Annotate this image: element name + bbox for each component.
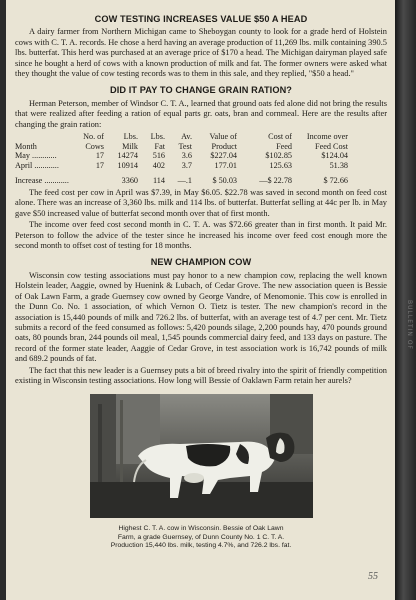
table-header-cell: Lbs. xyxy=(123,132,138,142)
table-cell: $ 50.03 xyxy=(212,176,237,186)
table-cell: —.1 xyxy=(177,176,192,186)
table-header-cell: Milk xyxy=(122,141,138,151)
table-cell: 125.63 xyxy=(269,160,292,170)
table-cell: 17 xyxy=(95,151,104,161)
champion-paragraph-1: Wisconsin cow testing associations must pay honor to a new champion cow, replacing the well known Holstein leader, Aaggie, owned by Huenink & Lubach, of Cedar Grove. The new association queen is Bessie of Oak Lawn Farm, a grade Guernsey cow owned by George Vandre, of Menomonie. This cow is enrolled in the Dunn Co. No. 1 association, of which Vernon O. Tietz is tester. The new champion's record in the association is 15,440 pounds of milk and 726.2 lbs. of butterfat, with an average test of 4.7 per cent. Mr. Tietz submits a record of the feed consumed as follows: 5,420 pounds silage, 2,200 pounds hay, 470 pounds ground oats, 80 pounds bran, 244 pounds oil meal, 1,545 pounds commercial dairy feed, and 133 days on pasture. The record of the former state leader, Aaggie of Cedar Grove, in test association work is 16,742 pounds of milk and 689.2 pounds of fat. xyxy=(15,270,387,364)
cow-photo-illustration xyxy=(90,394,313,518)
table-header-cell: Test xyxy=(178,141,192,151)
table-header-cell: Value of xyxy=(209,132,237,142)
cow-testing-paragraph: A dairy farmer from Northern Michigan came to Sheboygan county to look for a grade herd of Holstein cows with C. T. A. records. He chose a herd having an average production of 11,269 lbs. milk containing 390.5 lbs. butterfat. This herd was purchased at an average price of $170 a head. The Michigan dairyman played safe since he bought a herd of cows with a known production of milk and fat. The former owners were asked what they thought the value of cow testing records was to them in this sale, and they replied, "$50 a head." xyxy=(15,27,387,79)
table-header-cell: Fat xyxy=(154,141,165,151)
document-page xyxy=(6,0,395,600)
table-header-cell: Av. xyxy=(181,132,192,142)
table-cell: 51.38 xyxy=(329,160,348,170)
grain-ration-paragraph-1: The feed cost per cow in April was $7.39, in May $6.05. $22.78 was saved in second month on feed cost alone. There was an increase of 3,360 lbs. milk and 114 lbs. of butterfat. Butterfat selling at 44c per lb. in May gave $50 increased value of butterfat second month over that of first month. xyxy=(15,188,387,218)
table-cell xyxy=(77,176,104,186)
table-cell: 177.01 xyxy=(214,160,237,170)
table-cell: $ 72.66 xyxy=(323,176,348,186)
cow-photograph xyxy=(90,394,313,518)
section-title-cow-testing: COW TESTING INCREASES VALUE $50 A HEAD xyxy=(94,14,308,24)
table-cell: 402 xyxy=(152,160,165,170)
table-header-cell: Cost of xyxy=(268,132,292,142)
table-cell: $227.04 xyxy=(210,151,237,161)
table-cell: 17 xyxy=(95,160,104,170)
grain-ration-paragraph-2: The income over feed cost second month in C. T. A. was $72.66 greater than in first month. It paid Mr. Peterson to follow the advice of the tester since he increased his income over feed cost enough more the second month to offset cost of testing for 18 months. xyxy=(15,220,387,251)
table-cell: Increase ............ xyxy=(15,176,69,186)
caption-line: Farm, a grade Guernsey, of Dunn County No. 1 C. T. A. xyxy=(117,533,285,541)
table-header-cell xyxy=(15,132,77,142)
table-header-row-top xyxy=(15,132,348,142)
table-cell: $102.85 xyxy=(265,151,292,161)
champion-paragraph-2: The fact that this new leader is a Guernsey puts a bit of breed rivalry into the spirit of friendly competition existing in Wisconsin testing associations. How long will Bessie of Oaklawn Farm retain her aurels? xyxy=(15,365,387,385)
page-content xyxy=(15,10,387,551)
table-cell: April ............ xyxy=(15,160,59,170)
table-header-row-bottom xyxy=(15,142,348,152)
table-header-cell: Product xyxy=(211,141,237,151)
photo-caption xyxy=(15,525,387,550)
table-header-cell: Month xyxy=(15,141,37,151)
table-cell: 516 xyxy=(152,151,165,161)
table-row-april xyxy=(15,161,348,171)
table-cell: 14274 xyxy=(117,151,138,161)
table-cell: 3360 xyxy=(121,176,138,186)
table-header-cell: Cows xyxy=(85,141,104,151)
table-header-cell: Feed Cost xyxy=(315,141,348,151)
table-cell: 10914 xyxy=(117,160,138,170)
caption-line: Highest C. T. A. cow in Wisconsin. Bessie of Oak Lawn xyxy=(118,525,284,533)
table-header-cell: Lbs. xyxy=(150,132,165,142)
table-cell: $124.04 xyxy=(321,151,348,161)
table-cell: 3.6 xyxy=(181,151,192,161)
caption-line: Production 15,440 lbs. milk, testing 4.7%, and 726.2 lbs. fat. xyxy=(110,542,292,550)
table-cell: May ............ xyxy=(15,151,57,161)
table-cell: —$ 22.78 xyxy=(259,176,292,186)
table-header-cell: No. of xyxy=(83,132,104,142)
section-title-new-champion: NEW CHAMPION COW xyxy=(150,257,252,268)
table-row-may xyxy=(15,151,348,161)
table-cell: 114 xyxy=(153,176,165,186)
table-row-increase xyxy=(15,176,348,186)
grain-ration-intro: Herman Peterson, member of Windsor C. T. A., learned that ground oats fed alone did not bring the results that were realized after feeding a ration of equal parts gr. oats, bran and cornmeal. Here are the results after changing the grain ration: xyxy=(15,98,387,129)
table-header-cell: Feed xyxy=(276,141,292,151)
page-number: 55 xyxy=(368,571,378,582)
section-title-grain-ration: DID IT PAY TO CHANGE GRAIN RATION? xyxy=(109,85,293,96)
binding-label: BULLETIN OF xyxy=(406,300,413,350)
ration-results-table xyxy=(15,132,348,186)
table-header-cell: Income over xyxy=(306,132,348,142)
table-cell: 3.7 xyxy=(181,160,192,170)
